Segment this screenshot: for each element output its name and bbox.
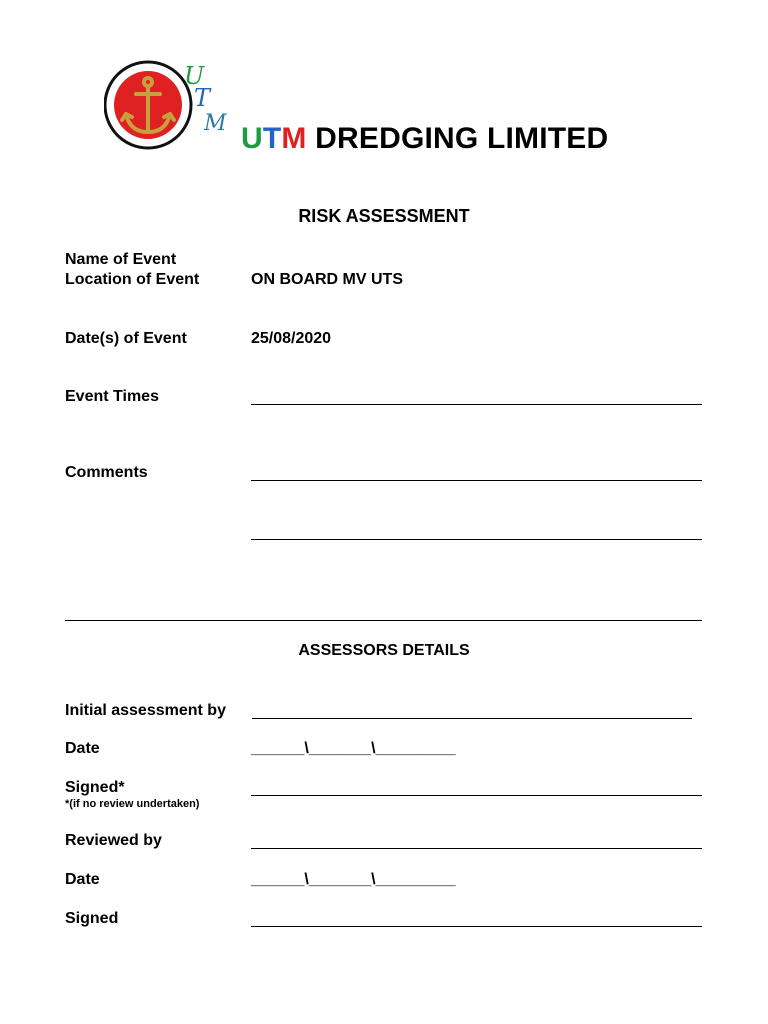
logo-letter-t: T [194, 84, 211, 112]
assessment-date-field[interactable]: ______\_______\_________ [251, 740, 456, 757]
event-dates-value: 25/08/2020 [251, 330, 332, 347]
assessors-section-title: ASSESSORS DETAILS [298, 642, 470, 659]
logo-letter-m: M [204, 111, 227, 136]
initial-assessment-label: Initial assessment by [65, 702, 226, 719]
company-name [241, 122, 608, 156]
company-name-rest: DREDGING LIMITED [306, 122, 609, 155]
company-name-t: T [262, 122, 282, 155]
review-date-field[interactable]: ______\_______\_________ [251, 871, 456, 888]
reviewed-by-label: Reviewed by [65, 832, 162, 849]
assessment-date-label: Date [65, 740, 100, 757]
event-name-label: Name of Event [65, 251, 177, 268]
signed-2-line[interactable] [251, 926, 702, 927]
company-logo [104, 58, 240, 154]
reviewed-by-line[interactable] [251, 848, 702, 849]
signed-2-label: Signed [65, 910, 119, 927]
section-divider [65, 620, 702, 621]
review-date-label: Date [65, 871, 100, 888]
logo-letter-u: U [184, 62, 205, 90]
event-dates-label: Date(s) of Event [65, 330, 187, 347]
company-name-m: M [281, 122, 307, 155]
event-location-value: ON BOARD MV UTS [251, 271, 403, 288]
initial-assessment-line[interactable] [252, 718, 692, 719]
event-location-label: Location of Event [65, 271, 200, 288]
comments-line-1[interactable] [251, 480, 702, 481]
signed-line[interactable] [251, 795, 702, 796]
comments-label: Comments [65, 464, 148, 481]
company-name-u: U [241, 122, 263, 155]
comments-line-2[interactable] [251, 539, 702, 540]
signed-note: *(if no review undertaken) [65, 798, 200, 810]
event-times-label: Event Times [65, 388, 159, 405]
signed-label: Signed* [65, 779, 125, 796]
event-times-line[interactable] [251, 404, 702, 405]
document-title: RISK ASSESSMENT [298, 206, 470, 226]
